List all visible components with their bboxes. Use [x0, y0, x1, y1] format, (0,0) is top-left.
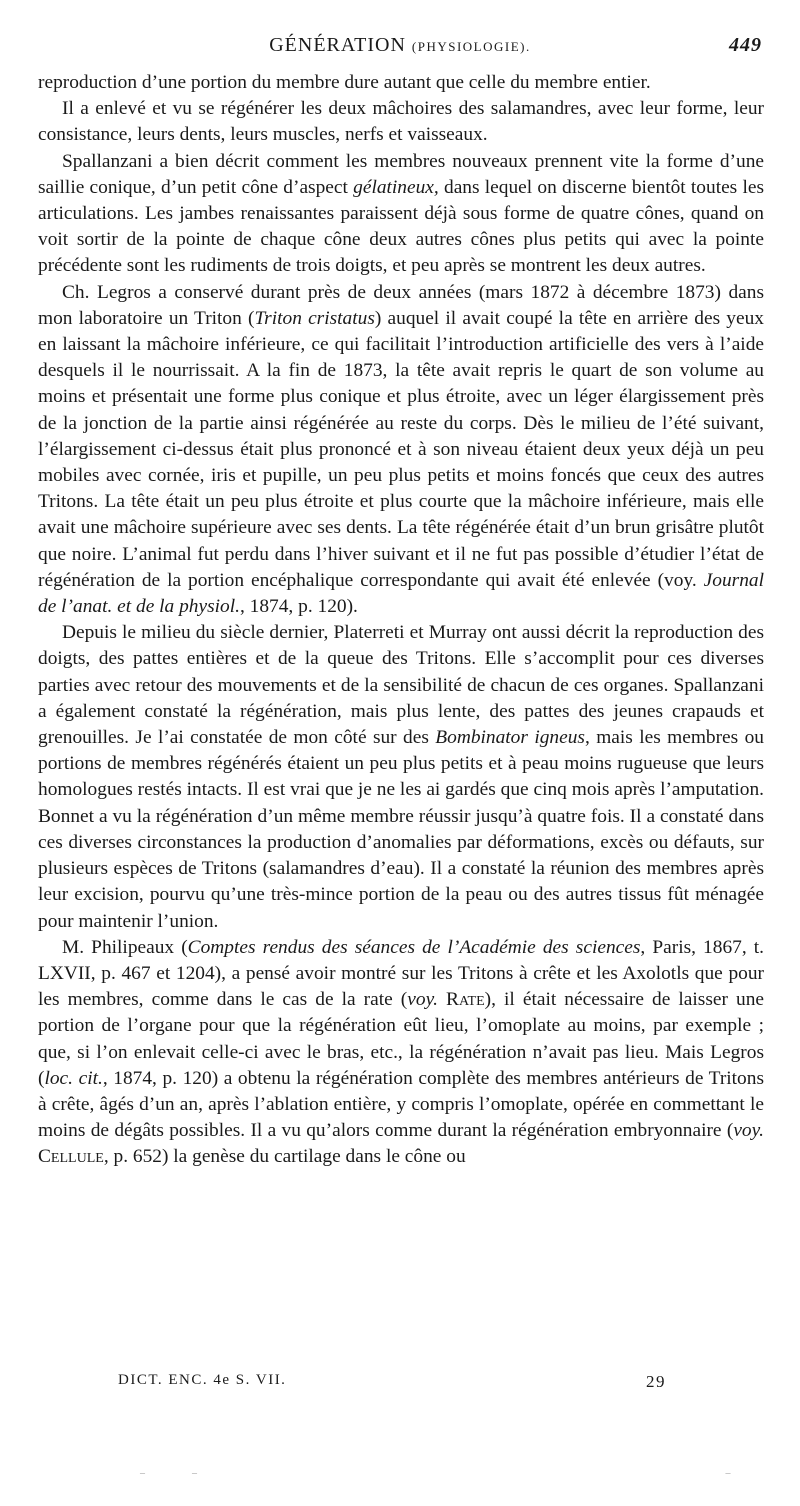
paragraph-2 — [38, 96, 764, 148]
footer-volume: DICT. ENC. 4e S. VII. — [118, 1372, 287, 1388]
running-title-subtitle: (PHYSIOLOGIE). — [411, 39, 531, 54]
paragraph-3-text-a: Spallanzani a bien décrit comment les membres nouveaux prennent vite la forme d’une saillie conique, d’un petit cône d’aspect — [38, 150, 764, 198]
paragraph-6-voy-1: voy. — [407, 989, 438, 1011]
paragraph-4-italic-species: Triton cristatus — [254, 307, 375, 329]
paragraph-6-crossref-cellule: Cellule — [38, 1146, 104, 1168]
bottom-divider: ‒ ‒ ‒ — [140, 1468, 733, 1479]
paragraph-2-text: Il a enlevé et vu se régénérer les deux mâchoires des salamandres, avec leur forme, leur consistance, leurs dents, leurs muscles, nerfs et vaisseaux. — [38, 98, 764, 146]
page-footer — [118, 1372, 666, 1398]
running-title-main: GÉNÉRATION — [269, 34, 406, 56]
paragraph-5 — [38, 620, 764, 934]
paragraph-6-voy-2: voy. — [733, 1120, 764, 1142]
paragraph-4-text-c: , 1874, p. 120). — [239, 596, 358, 618]
paragraph-4-italic-journal: Journal de l’anat. et de la physiol. — [38, 569, 764, 618]
paragraph-5-italic-species: Bombinator igneus — [435, 727, 585, 749]
page-number: 449 — [729, 34, 762, 56]
paragraph-1 — [38, 70, 764, 96]
paragraph-6-text-e: , p. 652) la genèse du cartilage dans le cône ou — [103, 1146, 466, 1168]
paragraph-4-text-a: Ch. Legros a conservé durant près de deux années (mars 1872 à décembre 1873) dans mon laboratoire un Triton ( — [38, 281, 764, 329]
paragraph-6-italic-journal: Comptes rendus des séances de l’Académie des sciences — [187, 936, 641, 958]
paragraph-3-italic: gélatineux, — [353, 176, 439, 198]
paragraph-6-text-b: , Paris, 1867, t. LXVII, p. 467 et 1204), a pensé avoir montré sur les Tritons à crête et les Axolotls que pour les membres, comme dans le cas de la rate ( — [38, 936, 765, 1011]
paragraph-6-text-c: ), il était nécessaire de laisser une portion de l’organe pour que la régénération eût lieu, l’omoplate au moins, par exemple ; que, si l’on enlevait celle-ci avec le bras, etc., la régénération n’avait pas lieu. Mais Legros ( — [38, 989, 764, 1089]
paragraph-6-text-d: , 1874, p. 120) a obtenu la régénération complète des membres antérieurs de Tritons à crête, âgés d’un an, après l’ablation entière, y compris l’omoplate, opérée en commettant le moins de dégâts possibles. Il a vu qu’alors comme durant la régénération embryonnaire ( — [38, 1067, 764, 1142]
footer-signature: 29 — [646, 1372, 666, 1391]
paragraph-1-text: reproduction d’une portion du membre dure autant que celle du membre entier. — [38, 72, 651, 93]
paragraph-4-text-b: ) auquel il avait coupé la tête en arrière des yeux en laissant la mâchoire inférieure, ce qui facilitait l’introduction artificielle des vers à l’aide desquels il le nourrissait. A la fin de 1873, la tête avait repris le quart de son volume au moins et présentait une forme plus conique et plus étroite, avec un léger élargissement près de la jonction de la partie ainsi régénérée au reste du corps. Dès le milieu de l’été suivant, l’élargissement ci-dessus était plus prononcé et à son niveau étaient deux yeux déjà un peu mobiles avec cornée, iris et pupille, un peu plus petits et moins foncés que ceux des autres Tritons. La tête était un peu plus étroite et plus courte que la mâchoire inférieure, mais elle avait une mâchoire supérieure avec ses dents. La tête régénérée était d’un brun grisâtre plutôt que noire. L’animal fut perdu dans l’hiver suivant et il ne fut pas possible d’étudier l’état de régénération de la portion encéphalique correspondante qui avait été enlevée (voy. — [38, 307, 764, 591]
running-header — [38, 34, 762, 64]
paragraph-3 — [38, 149, 764, 280]
paragraph-5-text-a: Depuis le milieu du siècle dernier, Platerreti et Murray ont aussi décrit la reproduction des doigts, des pattes entières et de la queue des Tritons. Elle s’accomplit pour ces diverses parties avec retour des mouvements et de la sensibilité de chacun de ces organes. Spallanzani a également constaté la régénération, mais plus lente, des pattes des jeunes crapauds et grenouilles. Je l’ai constatée de mon côté sur des — [38, 622, 764, 749]
paragraph-6-italic-loc-cit: loc. cit. — [44, 1067, 103, 1089]
body-text — [38, 70, 764, 1171]
paragraph-3-text-b: dans lequel on discerne bientôt toutes les articulations. Les jambes renaissantes paraissent déjà sous forme de quatre cônes, quand on voit sortir de la pointe de chaque cône deux autres cônes plus petits qui avec la pointe précédente sont les rudiments de trois doigts, et peu après se montrent les deux autres. — [38, 176, 764, 277]
paragraph-4 — [38, 280, 764, 621]
paragraph-5-text-b: , mais les membres ou portions de membres régénérés étaient un peu plus petits et à peau moins rugueuse que leurs homologues restés intacts. Il est vrai que je ne les ai gardés que cinq mois après l’amputation. Bonnet a vu la régénération d’un même membre réussir jusqu’à quatre fois. Il a constaté dans ces diverses circonstances la production d’anomalies par déformations, excès ou défauts, sur plusieurs espèces de Tritons (salamandres d’eau). Il a constaté la réunion des membres après leur excision, pourvu qu’une très-mince portion de la peau ou des autres tissus fût ménagée pour maintenir l’union. — [38, 727, 764, 932]
paragraph-6-crossref-rate: Rate — [437, 989, 485, 1011]
running-title — [38, 34, 762, 57]
paragraph-6-text-a: M. Philipeaux ( — [62, 936, 188, 958]
paragraph-6 — [38, 935, 764, 1171]
